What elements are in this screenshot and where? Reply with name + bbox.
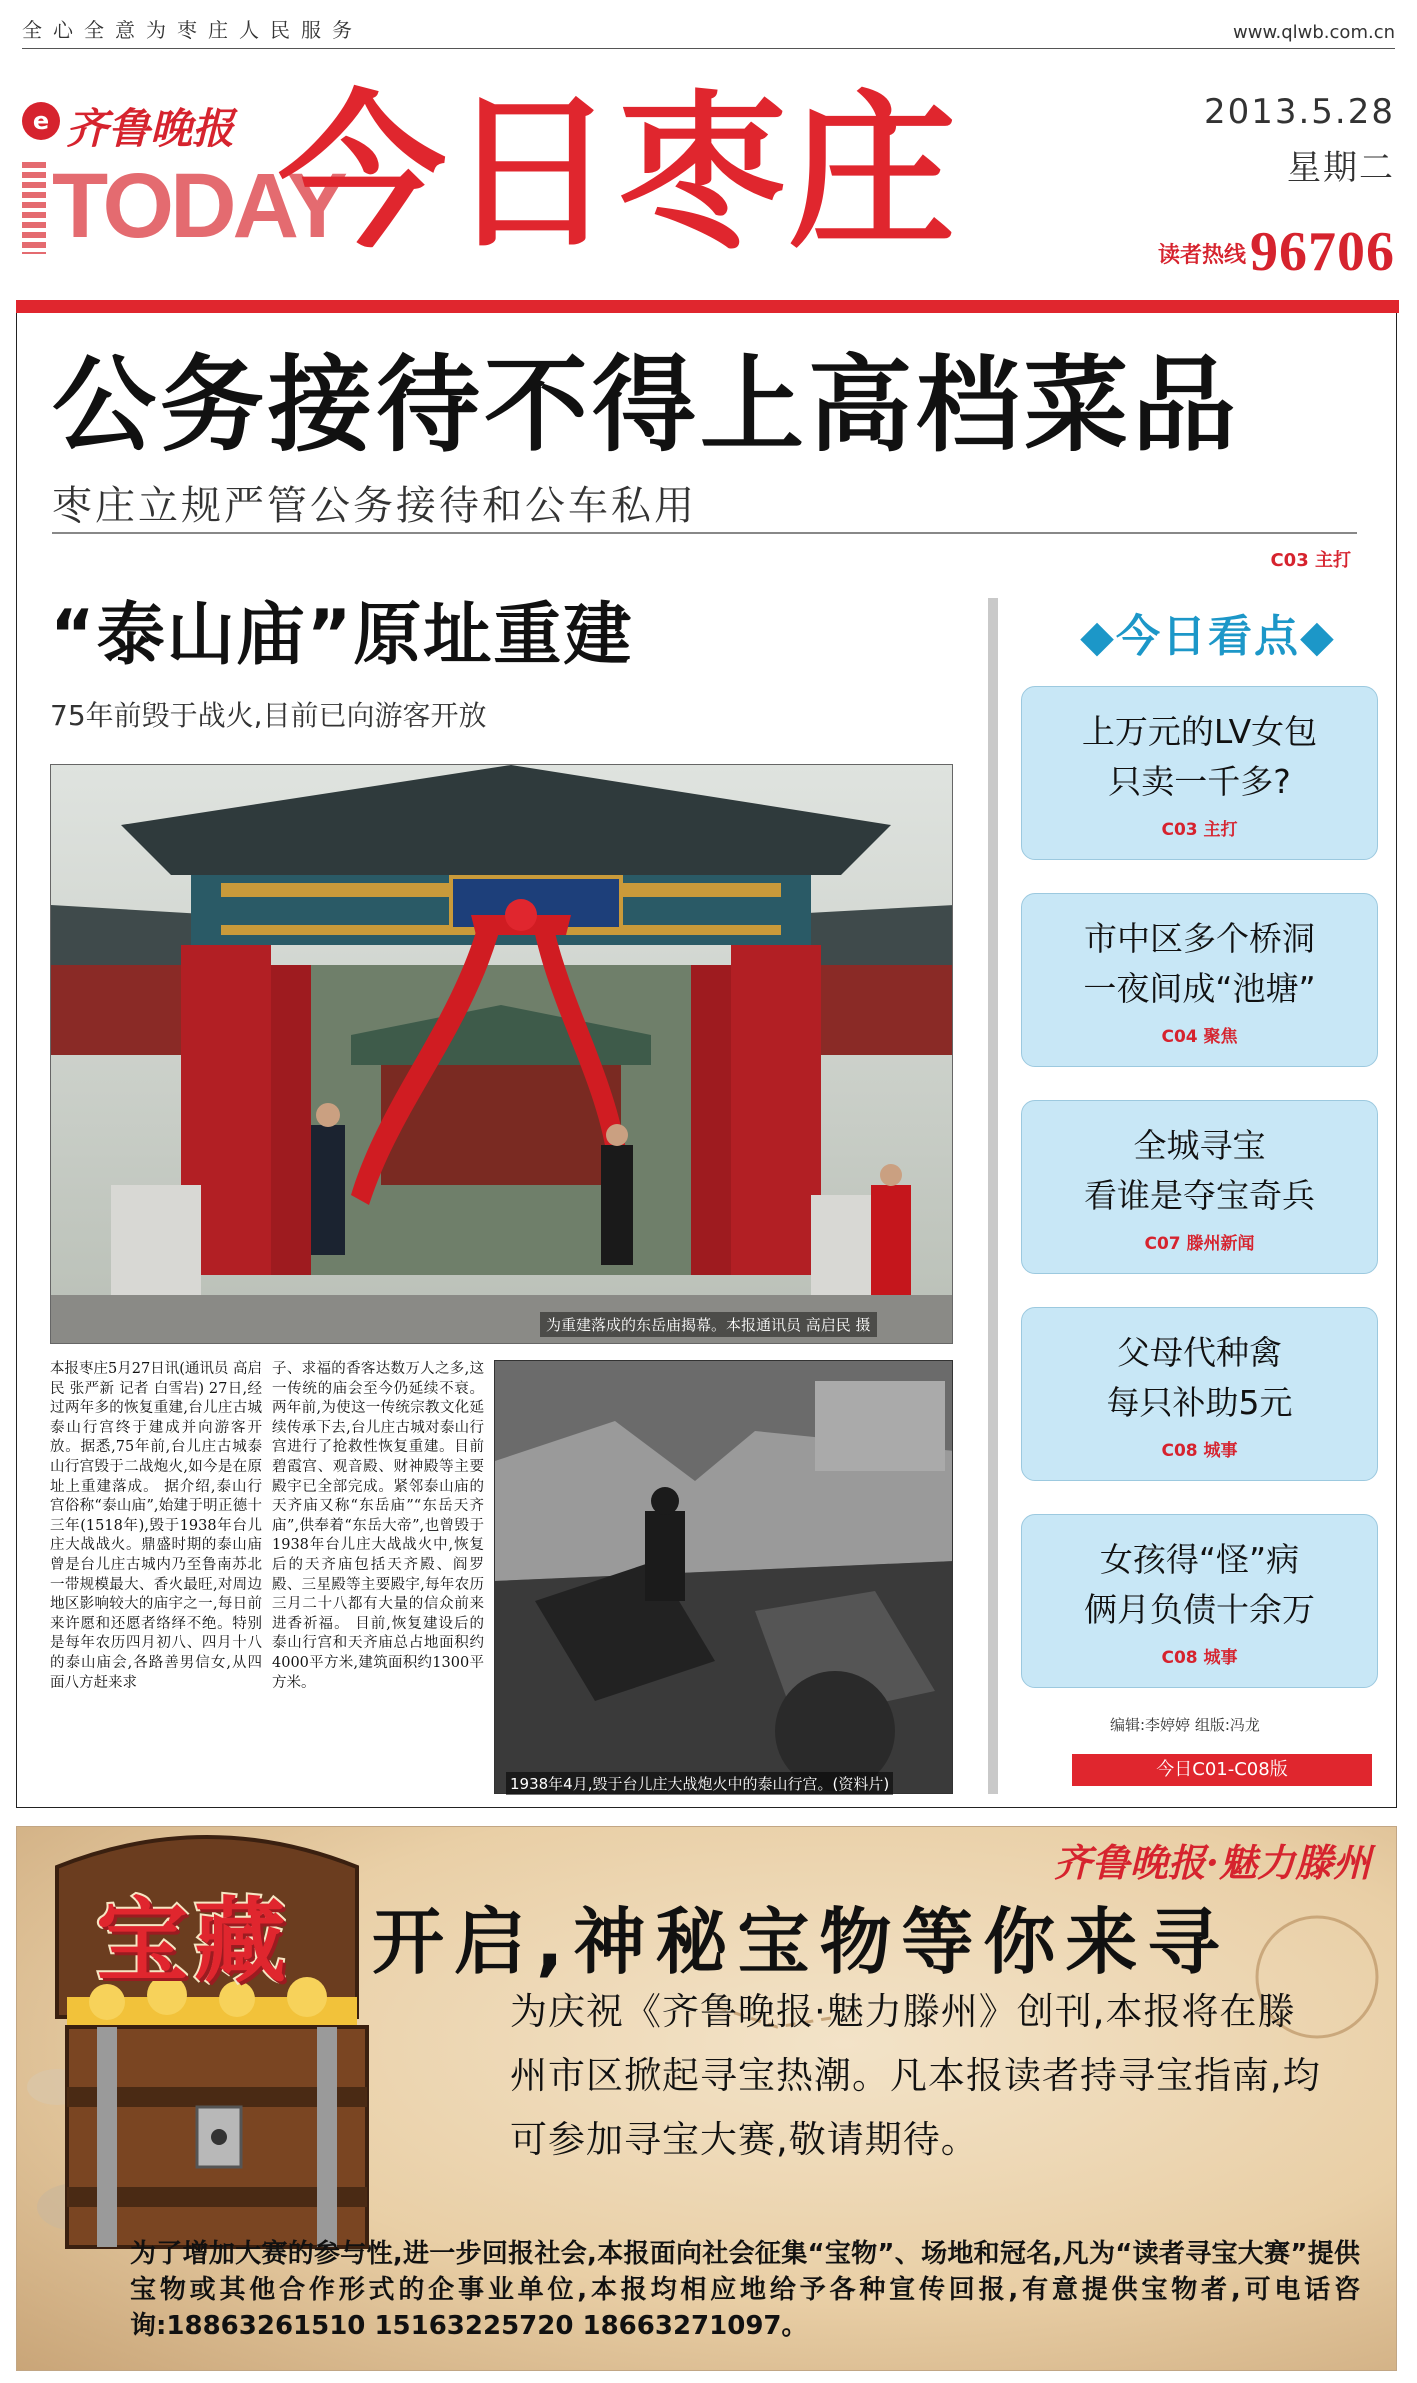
column-divider — [988, 598, 998, 1794]
highlight-page-ref: C03 主打 — [1161, 820, 1238, 840]
masthead-red-bar — [16, 300, 1399, 313]
highlight-line-1: 女孩得“怪”病 — [1099, 1540, 1300, 1579]
highlight-line-2: 俩月负债十余万 — [1084, 1590, 1315, 1629]
highlight-line-1: 父母代种禽 — [1117, 1333, 1282, 1372]
issue-date: 2013.5.28 — [1203, 92, 1395, 132]
ruins-illustration — [495, 1361, 953, 1794]
ad-brand: 齐鲁晚报·魅力滕州 — [1053, 1840, 1371, 1885]
historical-ruins-photo[interactable] — [494, 1360, 953, 1794]
highlight-line-1: 市中区多个桥洞 — [1084, 919, 1315, 958]
top-slogan: 全心全意为枣庄人民服务 — [22, 18, 363, 42]
logo-chinese: 齐鲁晚报 — [66, 104, 235, 153]
story-subheadline: 75年前毁于战火,目前已向游客开放 — [50, 699, 487, 732]
highlight-page-ref: C04 聚焦 — [1161, 1027, 1238, 1047]
highlight-card-lv-bag[interactable] — [1021, 686, 1378, 860]
main-photo-caption: 为重建落成的东岳庙揭幕。本报通讯员 高启民 摄 — [540, 1312, 877, 1337]
hotline-number: 96706 — [1250, 221, 1395, 283]
lead-page-ref[interactable]: C03 主打 — [1270, 550, 1351, 571]
top-rule — [22, 48, 1395, 49]
highlight-page-ref: C07 滕州新闻 — [1144, 1234, 1255, 1254]
second-photo-caption: 1938年4月,毁于台儿庄大战炮火中的泰山行宫。(资料片) — [506, 1772, 893, 1795]
lead-divider — [52, 532, 1357, 534]
ad-body-text: 为庆祝《齐鲁晚报·魅力滕州》创刊,本报将在滕州市区掀起寻宝热潮。凡本报读者持寻宝指南,均可参加寻宝大赛,敬请期待。 — [510, 1990, 1321, 2161]
logo-stripes — [22, 162, 46, 254]
logo-swirl-icon: e — [22, 102, 60, 140]
editor-credits: 编辑:李婷婷 组版:冯龙 — [1110, 1716, 1260, 1734]
website-url[interactable]: www.qlwb.com.cn — [1233, 22, 1395, 43]
highlight-card-poultry-subsidy[interactable] — [1021, 1307, 1378, 1481]
edition-range: 今日C01-C08版 — [1072, 1754, 1372, 1786]
highlight-line-2: 每只补助5元 — [1106, 1383, 1293, 1422]
story-body-column-2: 子、求福的香客达数万人之多,这一传统的庙会至今仍延续不衰。 两年前,为使这一传统宗教文化延续传承下去,台儿庄古城对泰山行宫进行了抢救性恢复重建。目前碧霞宫、观音殿、财神殿等主要殿宇已全部完成。紧邻泰山庙的天齐庙又称“东岳庙”“东岳天齐庙”,供奉着“东岳大帝”,也曾毁于1938年台儿庄大战战火中,恢复后的天齐庙包括天齐殿、阎罗殿、三星殿等主要殿宇,每年农历三月二十八都有大量的信众前来进香祈福。 目前,恢复建设后的泰山行宫和天齐庙总占地面积约4000平方米,建筑面积约1300平方米。 — [272, 1361, 484, 1691]
today-highlights-title: ◆今日看点◆ — [1080, 611, 1336, 662]
highlight-line-1: 上万元的LV女包 — [1081, 712, 1318, 751]
highlight-line-1: 全城寻宝 — [1133, 1126, 1266, 1165]
highlight-line-2: 只卖一千多? — [1108, 762, 1291, 801]
highlight-card-bridge-flood[interactable] — [1021, 893, 1378, 1067]
highlight-page-ref: C08 城事 — [1161, 1441, 1238, 1461]
highlight-card-girl-illness[interactable] — [1021, 1514, 1378, 1688]
masthead-title: 今日枣庄 — [278, 75, 958, 271]
ad-slogan: 开启,神秘宝物等你来寻 — [372, 1900, 1230, 1984]
story-body-column-1: 本报枣庄5月27日讯(通讯员 高启民 张严新 记者 白雪岩) 27日,经过两年多的恢复重建,台儿庄古城泰山行宫终于建成并向游客开放。据悉,75年前,台儿庄古城泰山行宫毁于二战炮火,如今是在原址上重建落成。 据介绍,泰山行宫俗称“泰山庙”,始建于明正德十三年(1518年),毁于1938年台儿庄大战战火。鼎盛时期的泰山庙曾是台儿庄古城内乃至鲁南苏北一带规模最大、香火最旺,对周边地区影响较大的庙宇之一,每日前来许愿和还愿者络绎不绝。特别是每年农历四月初八、四月十八的泰山庙会,各路善男信女,从四面八方赶来求 — [50, 1361, 262, 1691]
hotline-label: 读者热线 — [1158, 243, 1247, 268]
issue-weekday: 星期二 — [1287, 148, 1395, 188]
logo-today: TODAY — [52, 155, 344, 257]
ad-title-treasure: 宝藏 — [96, 1888, 293, 1995]
temple-gate-illustration — [51, 765, 953, 1344]
highlight-card-treasure-hunt[interactable] — [1021, 1100, 1378, 1274]
highlight-page-ref: C08 城事 — [1161, 1648, 1238, 1668]
highlight-line-2: 一夜间成“池塘” — [1083, 969, 1316, 1008]
lead-headline[interactable]: 公务接待不得上高档菜品 — [52, 344, 1241, 466]
story-headline[interactable]: “泰山庙”原址重建 — [50, 596, 634, 675]
lead-subheadline: 枣庄立规严管公务接待和公车私用 — [52, 483, 697, 529]
temple-opening-photo[interactable] — [50, 764, 953, 1344]
highlight-line-2: 看谁是夺宝奇兵 — [1084, 1176, 1315, 1215]
newspaper-logo — [22, 92, 344, 272]
ad-footer-text: 为了增加大赛的参与性,进一步回报社会,本报面向社会征集“宝物”、场地和冠名,凡为“读者寻宝大赛”提供宝物或其他合作形式的企事业单位,本报均相应地给予各种宣传回报,有意提供宝物者,可电话咨询:18863261510 15163225720 18663271097。 — [130, 2239, 1360, 2341]
